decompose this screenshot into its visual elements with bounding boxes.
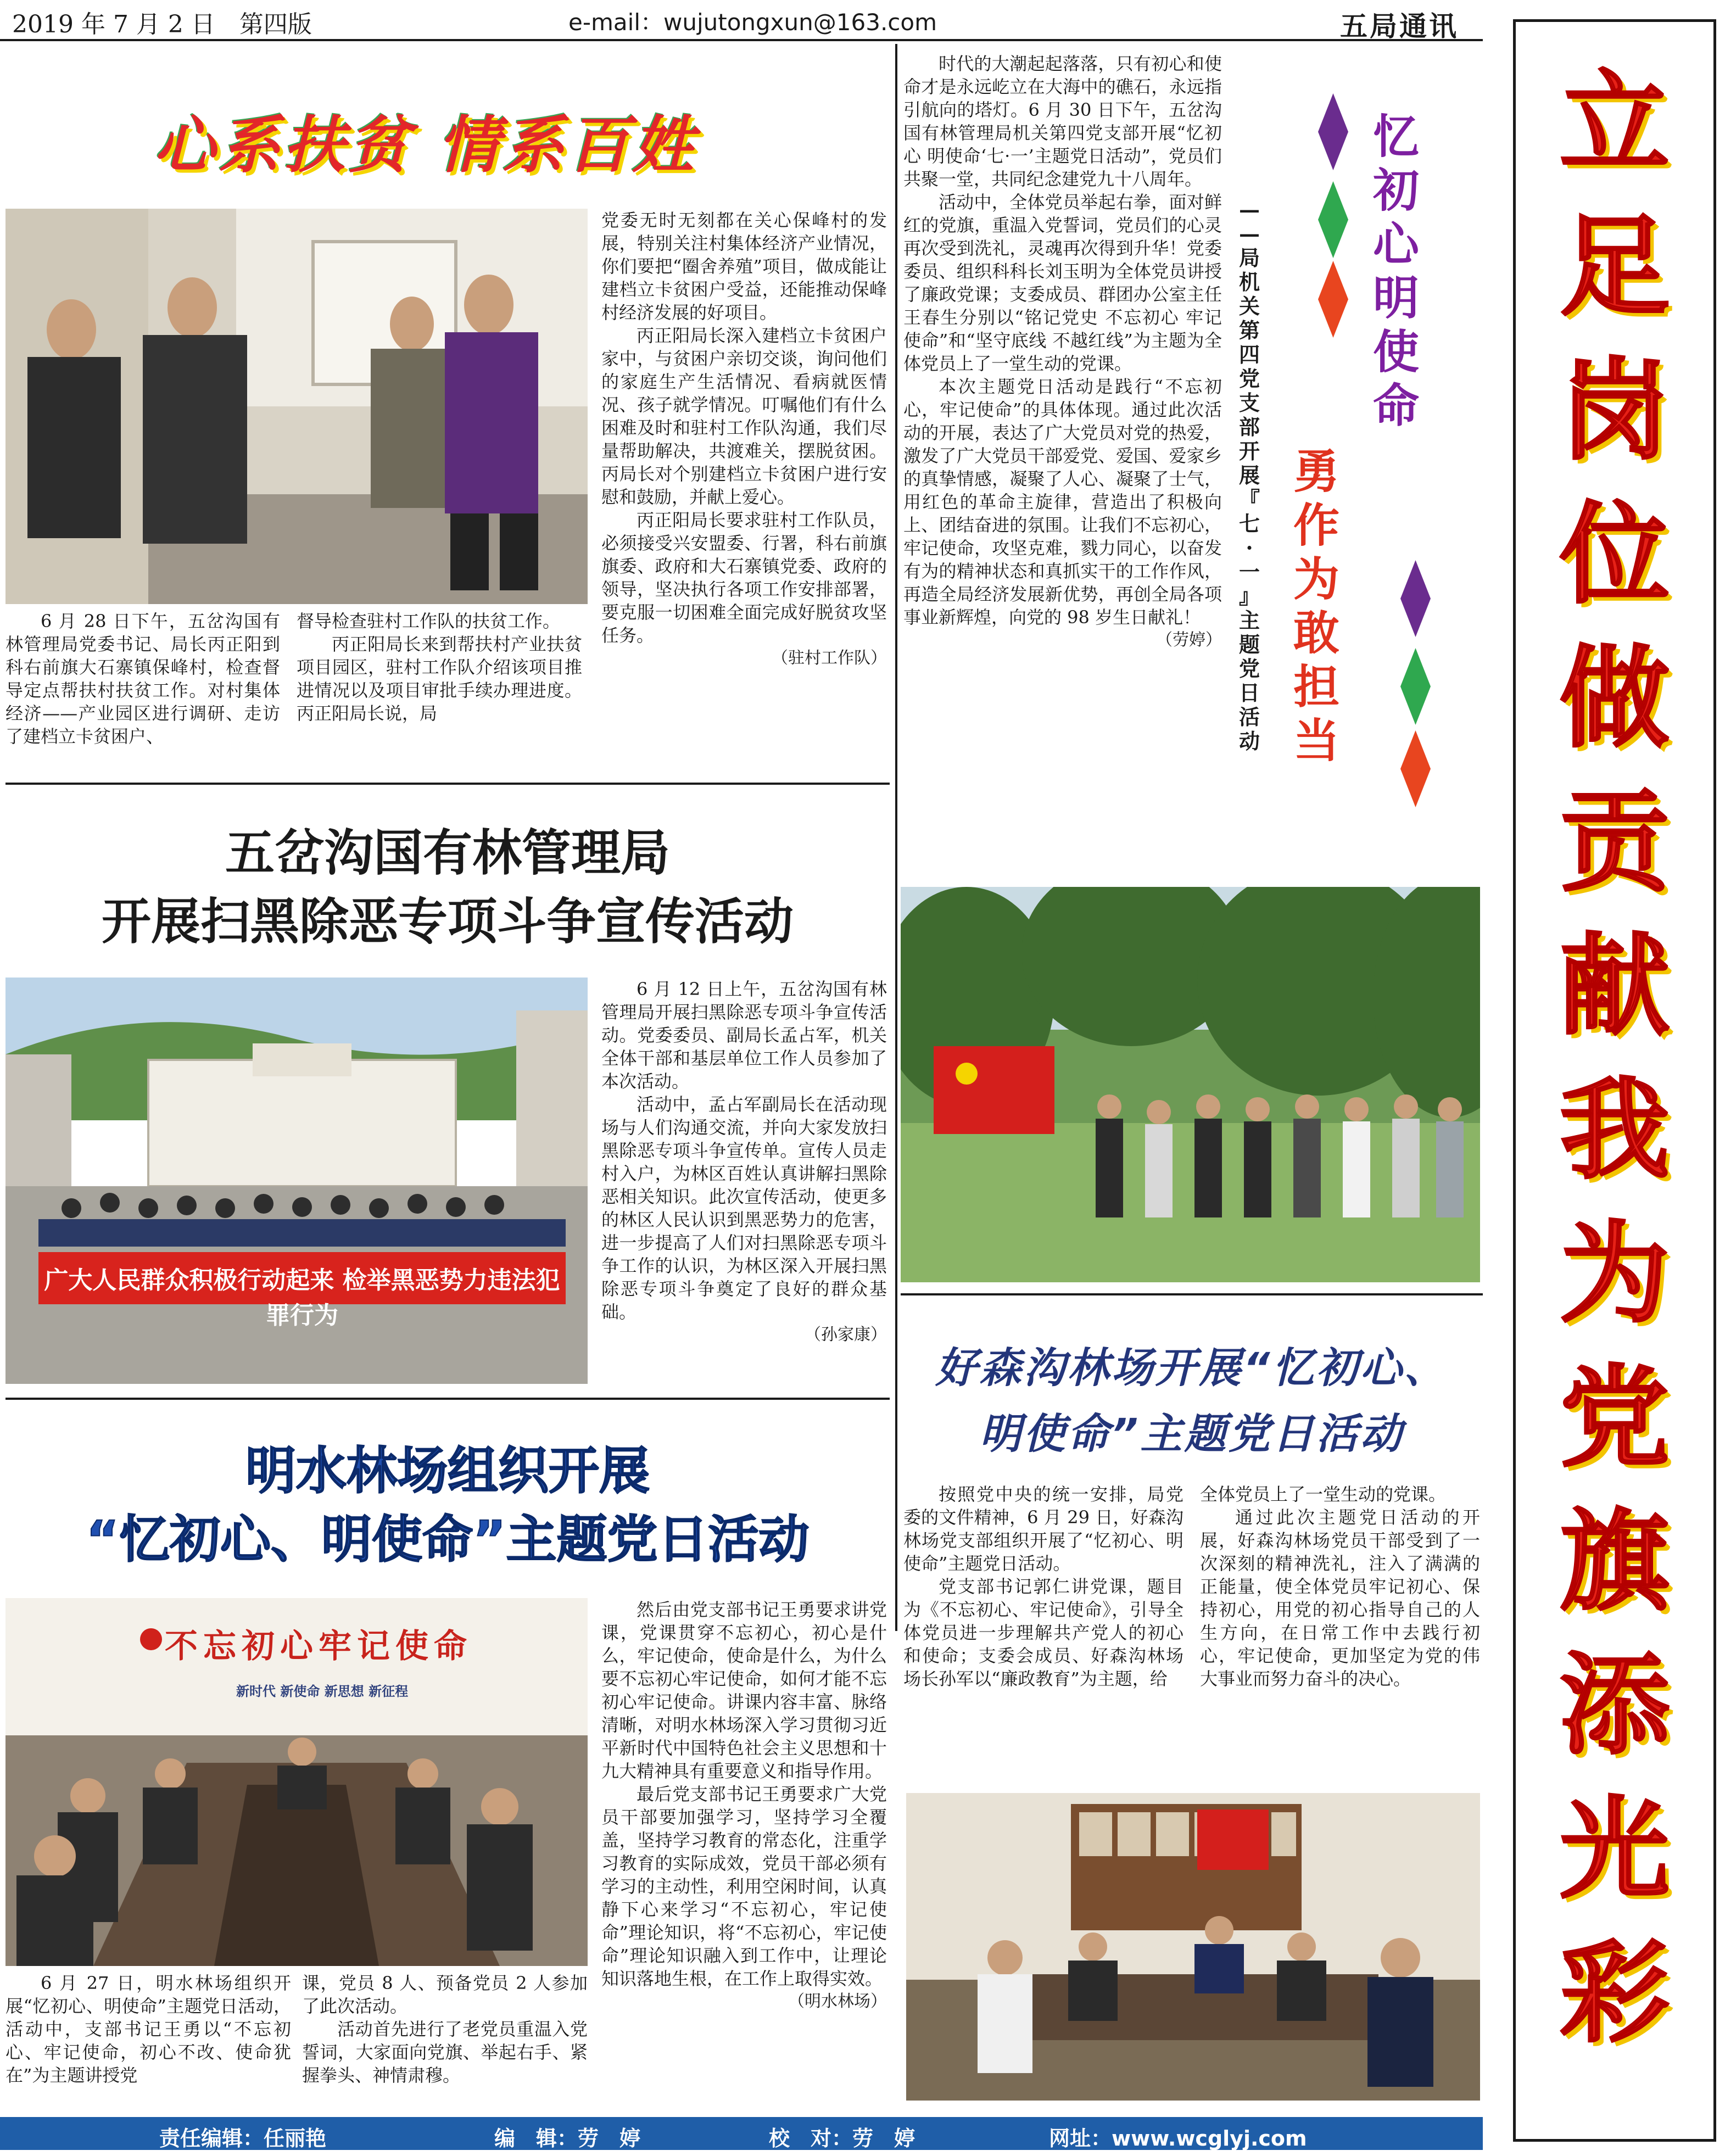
- paragraph: 丙正阳局长要求驻村工作队员，必须接受兴安盟委、行署，科右前旗旗委、政府和大石寨镇党委、政府的领导，坚决执行各项工作安排部署，要克服一切困难全面完成好脱贫攻坚任务。: [601, 510, 887, 646]
- article5-photo: [906, 1793, 1480, 2101]
- slogan-char: 添: [1559, 1642, 1670, 1770]
- subtitle-char: 党: [1238, 656, 1260, 681]
- divider: [5, 783, 890, 785]
- title-char: 勇: [1293, 444, 1340, 499]
- article2-headline-line2: 开展扫黑除恶专项斗争宣传活动: [102, 892, 794, 951]
- issue-date: 2019 年 7 月 2 日 第四版: [12, 10, 312, 38]
- subtitle-char: —: [1239, 221, 1260, 246]
- masthead: [0, 0, 1483, 41]
- subtitle-char: 』: [1238, 584, 1260, 608]
- paper-name: 五局通讯: [1340, 10, 1459, 42]
- article3-photo: [5, 1598, 588, 1966]
- slogan-char: 献: [1559, 923, 1670, 1051]
- article5-col-left: [903, 1483, 1184, 1690]
- subtitle-char: 四: [1238, 342, 1260, 367]
- diamond-ornament: [1400, 560, 1431, 637]
- title-char: 担: [1293, 660, 1340, 714]
- subtitle-char: 局: [1238, 245, 1260, 270]
- paragraph: 按照党中央的统一安排，局党委的文件精神，6 月 29 日，好森沟林场党支部组织开展了“忆初心、明使命”主题党日活动。: [903, 1484, 1184, 1574]
- article5-headline-line1: 好森沟林场开展“忆初心、: [935, 1343, 1448, 1392]
- subtitle-char: —: [1239, 197, 1260, 222]
- footer-editor-in-charge: 责任编辑：任丽艳: [159, 2126, 327, 2151]
- slogan-char: 立: [1559, 59, 1670, 187]
- slogan-char: 旗: [1559, 1498, 1670, 1626]
- diamond-ornament: [1318, 93, 1348, 170]
- subtitle-char: 党: [1238, 366, 1260, 391]
- article5-headline-line2: 明使命”主题党日活动: [979, 1409, 1404, 1458]
- slogan-banner: [1513, 19, 1716, 2142]
- article1-col-right: [601, 209, 887, 670]
- paragraph: 党支部书记郭仁讲党课，题目为《不忘初心、牢记使命》，引导全体党员进一步理解共产党人的初心和使命；支委会成员、好森沟林场场长孙军以“廉政教育”为主题，给: [903, 1576, 1184, 1689]
- title-char: 作: [1293, 498, 1340, 552]
- article2-photo: [5, 978, 588, 1384]
- footer-editor: 编 辑：劳 婷: [494, 2126, 641, 2151]
- slogan-char: 党: [1559, 1354, 1670, 1482]
- footer-website[interactable]: 网址：www.wcglyj.com: [1049, 2126, 1307, 2151]
- paragraph: 丙正阳局长深入建档立卡贫困户家中，与贫困户亲切交谈，询问他们的家庭生产生活情况、看病就医情况、孩子就学情况。叮嘱他们有什么困难及时和驻村工作队沟通，我们尽量帮助解决，共渡难关，摆脱贫困。丙局长对个别建档立卡贫困户进行安慰和鼓励，并献上爱心。: [601, 325, 887, 507]
- diamond-ornament: [1318, 181, 1348, 258]
- title-char: 初: [1373, 163, 1420, 217]
- paragraph: 丙正阳局长来到帮扶村产业扶贫项目园区，驻村工作队介绍该项目推进情况以及项目审批手续办理进度。丙正阳局长说，局: [297, 634, 582, 724]
- title-char: 命: [1373, 378, 1420, 433]
- title-char: 为: [1293, 552, 1340, 606]
- article3-col-right: [601, 1598, 887, 2013]
- paragraph: 活动中，全体党员举起右拳，面对鲜红的党旗，重温入党誓词，党员们的心灵再次受到洗礼，灵魂再次得到升华！党委委员、组织科科长刘玉明为全体党员讲授了廉政党课；支委成员、群团办公室主任王春生分别以“铭记党史 不忘初心 牢记使命”和“坚守底线 不越红线”为主题为全体党员上了一堂生动的党课。: [903, 192, 1222, 374]
- subtitle-char: 『: [1238, 487, 1260, 512]
- article4-photo: [901, 887, 1480, 1282]
- article1-col-left: [5, 610, 280, 748]
- article4-subtitle: [1236, 198, 1263, 753]
- title-char: 心: [1373, 217, 1420, 271]
- diamond-ornament: [1318, 261, 1348, 338]
- slogan-char: 我: [1559, 1066, 1670, 1194]
- article2-photo-banner-text: 广大人民群众积极行动起来 检举黑恶势力违法犯罪行为: [44, 1266, 560, 1330]
- paragraph: 6 月 27 日，明水林场组织开展“忆初心、明使命”主题党日活动，活动中，支部书记王勇以“不忘初心、牢记使命，初心不改、使命犹在”为主题讲授党: [5, 1973, 291, 2086]
- article1-byline: （驻村工作队）: [772, 649, 887, 668]
- title-char: 明: [1373, 271, 1420, 325]
- title-char: 当: [1293, 713, 1340, 768]
- paragraph: 最后党支部书记王勇要求广大党员干部要加强学习，坚持学习全覆盖，坚持学习教育的常态化，注重学习教育的实际成效，党员干部必须有学习的主动性，利用空闲时间，认真静下心来学习“不忘初心，牢记使命”理论知识，将“不忘初心，牢记使命”理论知识融入到工作中，让理论知识落地生根，在工作上取得实效。: [601, 1784, 887, 1989]
- paragraph: 本次主题党日活动是践行“不忘初心，牢记使命”的具体体现。通过此次活动的开展，表达了广大党员对党的热爱，激发了广大党员干部爱党、爱国、爱家乡的真挚情感，凝聚了人心、凝聚了士气，用红色的革命主旋律，营造出了积极向上、团结奋进的氛围。让我们不忘初心，牢记使命，攻坚克难，戮力同心，以奋发有为的精神状态和真抓实干的工作作风，再造全局经济发展新优势，再创全局各项事业新辉煌，向党的 98 岁生日献礼！: [903, 376, 1222, 628]
- footer-bar: [0, 2117, 1483, 2150]
- footer-proofreader: 校 对：劳 婷: [769, 2126, 915, 2151]
- article4-title-col1: [1373, 109, 1420, 433]
- diamond-ornament: [1400, 648, 1431, 725]
- slogan-char: 贡: [1559, 779, 1670, 907]
- subtitle-char: 主: [1238, 608, 1260, 633]
- paragraph: 活动首先进行了老党员重温入党誓词，大家面向党旗、举起右手、紧握拳头、神情肃穆。: [302, 2019, 588, 2086]
- subtitle-char: 一: [1238, 560, 1260, 584]
- paragraph: 然后由党支部书记王勇要求讲党课，党课贯穿不忘初心，初心是什么，牢记使命，使命是什么，为什么要不忘初心牢记使命，如何才能不忘初心牢记使命。讲课内容丰富、脉络清晰，对明水林场深入学习贯彻习近平新时代中国特色社会主义思想和十九大精神具有重要意义和指导作用。: [601, 1599, 887, 1781]
- article5-col-right: [1200, 1483, 1480, 1690]
- subtitle-char: ·: [1246, 535, 1253, 560]
- article3-headline-line1: 明水林场组织开展: [245, 1442, 650, 1500]
- subtitle-char: 展: [1238, 463, 1260, 488]
- divider: [901, 1293, 1483, 1295]
- subtitle-char: 部: [1238, 415, 1260, 439]
- article3-col-mid: [302, 1971, 588, 2087]
- article1-headline: 心系扶贫 情系百姓: [154, 110, 697, 181]
- article3-col-left: [5, 1971, 291, 2087]
- article2-body: [601, 978, 887, 1347]
- paragraph: 课，党员 8 人、预备党员 2 人参加了此次活动。: [302, 1973, 588, 2017]
- diamond-ornament: [1400, 730, 1431, 807]
- article4-title-col2: [1293, 444, 1340, 768]
- column-divider: [895, 44, 897, 1631]
- slogan-char: 位: [1559, 491, 1670, 619]
- title-char: 忆: [1373, 109, 1420, 164]
- article4-byline: （劳婷）: [1156, 630, 1222, 650]
- title-char: 敢: [1293, 606, 1340, 660]
- subtitle-char: 支: [1238, 390, 1260, 415]
- title-char: 使: [1373, 325, 1420, 379]
- paragraph: 活动中，孟占军副局长在活动现场与人们沟通交流，并向大家发放扫黑除恶专项斗争宣传单。宣传人员走村入户，为林区百姓认真讲解扫黑除恶相关知识。此次宣传活动，使更多的林区人民认识到黑恶势力的危害，进一步提高了人们对扫黑除恶专项斗争工作的认识，为林区深入开展扫黑除恶专项斗争奠定了良好的群众基础。: [601, 1094, 887, 1322]
- slogan-char: 为: [1559, 1210, 1670, 1338]
- paragraph: 6 月 12 日上午，五岔沟国有林管理局开展扫黑除恶专项斗争宣传活动。党委委员、副局长孟占军，机关全体干部和基层单位工作人员参加了本次活动。: [601, 979, 887, 1092]
- subtitle-char: 开: [1238, 439, 1260, 463]
- paragraph: 时代的大潮起起落落，只有初心和使命才是永远屹立在大海中的礁石，永远指引航向的塔灯。6 月 30 日下午，五岔沟国有林管理局机关第四党支部开展“忆初心 明使命‘七·一’主题党日活动”，党员们共聚一堂，共同纪念建党九十八周年。: [903, 53, 1222, 189]
- paragraph: 督导检查驻村工作队的扶贫工作。: [297, 611, 561, 632]
- subtitle-char: 关: [1238, 294, 1260, 319]
- subtitle-char: 题: [1238, 632, 1260, 657]
- paragraph: 党委无时无刻都在关心保峰村的发展，特别关注村集体经济产业情况，你们要把“圈舍养殖”项目，做成能让建档立卡贫困户受益，还能推动保峰村经济发展的好项目。: [601, 210, 887, 323]
- slogan-char: 足: [1559, 203, 1670, 331]
- subtitle-char: 动: [1238, 729, 1260, 753]
- article2-headline-line1: 五岔沟国有林管理局: [225, 824, 670, 882]
- paragraph: 通过此次主题党日活动的开展，好森沟林场党员干部受到了一次深刻的精神洗礼，注入了满满的正能量，使全体党员牢记初心、保持初心，用党的初心指导自己的人生方向，在日常工作中去践行初心，牢记使命，更加坚定为党的伟大事业而努力奋斗的决心。: [1200, 1507, 1480, 1689]
- article2-byline: （孙家康）: [805, 1325, 887, 1344]
- divider: [5, 1398, 890, 1400]
- article3-byline: （明水林场）: [788, 1992, 887, 2011]
- paragraph: 6 月 28 日下午，五岔沟国有林管理局党委书记、局长丙正阳到科右前旗大石寨镇保峰村，检查督导定点帮扶村扶贫工作。对村集体经济——产业园区进行调研、走访了建档立卡贫困户、: [5, 611, 280, 747]
- slogan-char: 做: [1559, 635, 1670, 763]
- contact-email[interactable]: e-mail：wujutongxun@163.com: [568, 9, 937, 36]
- article3-headline-line2: “忆初心、明使命”主题党日活动: [86, 1510, 810, 1569]
- article4-body: [903, 52, 1222, 652]
- paragraph: 全体党员上了一堂生动的党课。: [1200, 1484, 1447, 1505]
- article1-col-mid: [297, 610, 582, 725]
- slogan-char: 光: [1559, 1786, 1670, 1914]
- subtitle-char: 七: [1238, 511, 1260, 536]
- article1-photo: [5, 209, 588, 604]
- subtitle-char: 机: [1238, 270, 1260, 294]
- slogan-char: 岗: [1559, 347, 1670, 475]
- subtitle-char: 日: [1238, 680, 1260, 705]
- subtitle-char: 活: [1238, 705, 1260, 729]
- subtitle-char: 第: [1238, 318, 1260, 343]
- article3-photo-wall-subtext: 新时代 新使命 新思想 新征程: [236, 1684, 409, 1699]
- article3-photo-wall-text: 不忘初心牢记使命: [165, 1627, 472, 1666]
- slogan-char: 彩: [1559, 1930, 1670, 2058]
